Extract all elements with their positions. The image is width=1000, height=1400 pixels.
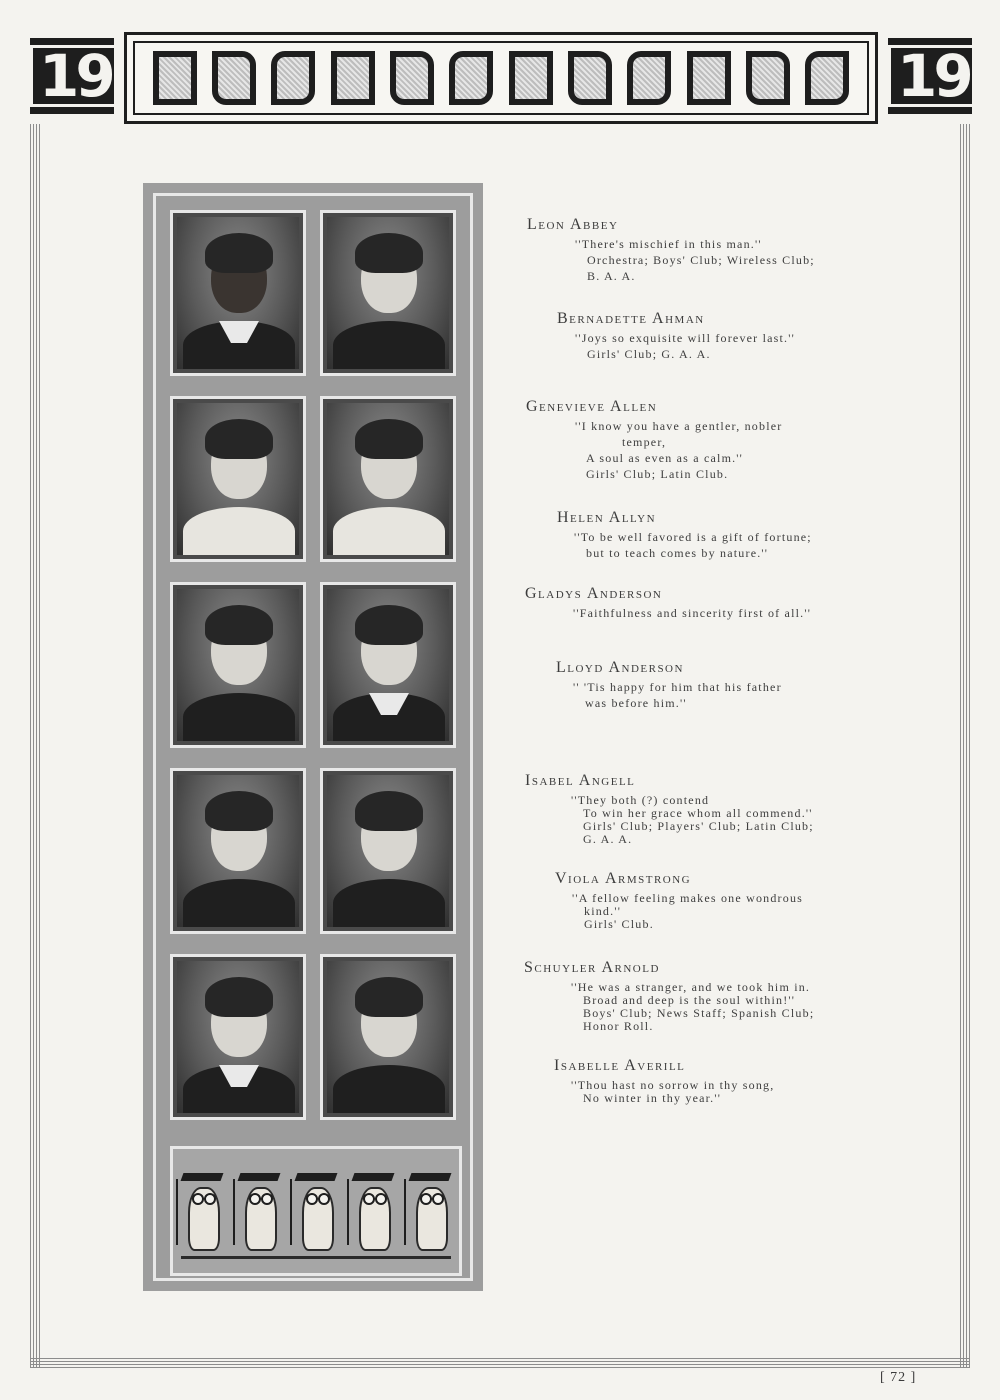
banner-glyph	[568, 51, 612, 105]
portrait-panel	[143, 183, 483, 1291]
banner-glyph	[687, 51, 731, 105]
portrait-photo	[170, 396, 306, 562]
owl-figure	[184, 1169, 220, 1251]
senior-activities: Girls' Club; Players' Club; Latin Club;	[583, 819, 814, 833]
senior-name: Isabelle Averill	[554, 1057, 686, 1074]
banner-glyph	[746, 51, 790, 105]
senior-name: Viola Armstrong	[555, 870, 692, 887]
senior-quote: was before him.''	[585, 696, 687, 710]
banner-glyph	[153, 51, 197, 105]
senior-entry	[557, 509, 812, 560]
senior-entry	[527, 216, 815, 283]
senior-quote: ''A fellow feeling makes one wondrous	[572, 891, 804, 905]
senior-entry	[556, 659, 782, 710]
banner-glyph	[449, 51, 493, 105]
senior-name: Bernadette Ahman	[557, 310, 705, 327]
senior-activities: G. A. A.	[583, 832, 633, 846]
senior-quote: ''There's mischief in this man.''	[575, 237, 762, 251]
portrait-photo	[170, 954, 306, 1120]
senior-quote: ''He was a stranger, and we took him in.	[571, 980, 811, 994]
senior-activities: Girls' Club; G. A. A.	[587, 347, 711, 361]
senior-entry	[525, 585, 811, 620]
senior-entry	[554, 1057, 774, 1105]
banner-glyph	[271, 51, 315, 105]
senior-quote: ''Thou hast no sorrow in thy song,	[571, 1078, 775, 1092]
senior-entry	[524, 959, 814, 1033]
senior-activities: Boys' Club; News Staff; Spanish Club;	[583, 1006, 815, 1020]
portrait-panel-frame	[153, 193, 473, 1281]
senior-name: Leon Abbey	[527, 216, 619, 233]
banner-glyph	[390, 51, 434, 105]
senior-quote: A soul as even as a calm.''	[586, 451, 744, 465]
portrait-photo	[170, 210, 306, 376]
year-right: 19	[888, 38, 972, 114]
senior-entry	[526, 398, 782, 481]
owl-figure	[355, 1169, 391, 1251]
owl-perch	[181, 1256, 451, 1259]
year-left: 19	[30, 38, 114, 114]
senior-name: Lloyd Anderson	[556, 659, 684, 676]
banner-glyph	[509, 51, 553, 105]
senior-quote: kind.''	[584, 904, 622, 918]
portrait-photo	[170, 582, 306, 748]
senior-name: Genevieve Allen	[526, 398, 658, 415]
owl-figure	[412, 1169, 448, 1251]
bottom-page-border	[30, 1358, 970, 1368]
banner-glyph	[805, 51, 849, 105]
senior-quote: Broad and deep is the soul within!''	[583, 993, 796, 1007]
owl-figure	[298, 1169, 334, 1251]
senior-quote: ''They both (?) contend	[571, 793, 710, 807]
senior-quote: '' 'Tis happy for him that his father	[573, 680, 782, 694]
senior-entry	[555, 870, 803, 931]
owl-illustration	[170, 1146, 462, 1276]
portrait-photo	[320, 210, 456, 376]
owl-figure	[241, 1169, 277, 1251]
page-number: [ 72 ]	[880, 1370, 917, 1385]
senior-quote: ''Joys so exquisite will forever last.''	[575, 331, 795, 345]
right-page-border	[960, 124, 970, 1368]
senior-quote: ''Faithfulness and sincerity first of all.''	[573, 606, 812, 620]
portrait-photo	[320, 954, 456, 1120]
yearbook-banner	[30, 28, 972, 120]
senior-quote: temper,	[622, 435, 667, 449]
senior-quote: but to teach comes by nature.''	[586, 546, 769, 560]
senior-name: Helen Allyn	[557, 509, 657, 526]
banner-title-ornament	[124, 32, 878, 124]
senior-quote: To win her grace whom all commend.''	[583, 806, 813, 820]
senior-quote: ''To be well favored is a gift of fortune;	[574, 530, 812, 544]
senior-activities: Girls' Club.	[584, 917, 654, 931]
senior-quote: ''I know you have a gentler, nobler	[575, 419, 783, 433]
senior-activities: Girls' Club; Latin Club.	[586, 467, 729, 481]
senior-entry	[525, 772, 814, 846]
banner-decorative-lettering	[145, 47, 857, 109]
left-page-border	[30, 124, 40, 1368]
banner-glyph	[212, 51, 256, 105]
senior-activities: Orchestra; Boys' Club; Wireless Club;	[587, 253, 815, 267]
senior-activities: B. A. A.	[587, 269, 636, 283]
senior-quote: No winter in thy year.''	[583, 1091, 722, 1105]
senior-name: Isabel Angell	[525, 772, 636, 789]
senior-activities: Honor Roll.	[583, 1019, 654, 1033]
banner-glyph	[331, 51, 375, 105]
portrait-photo	[320, 396, 456, 562]
portrait-photo	[320, 768, 456, 934]
senior-name: Gladys Anderson	[525, 585, 663, 602]
banner-glyph	[627, 51, 671, 105]
senior-name: Schuyler Arnold	[524, 959, 660, 976]
senior-entry	[557, 310, 795, 361]
portrait-photo	[170, 768, 306, 934]
portrait-photo	[320, 582, 456, 748]
